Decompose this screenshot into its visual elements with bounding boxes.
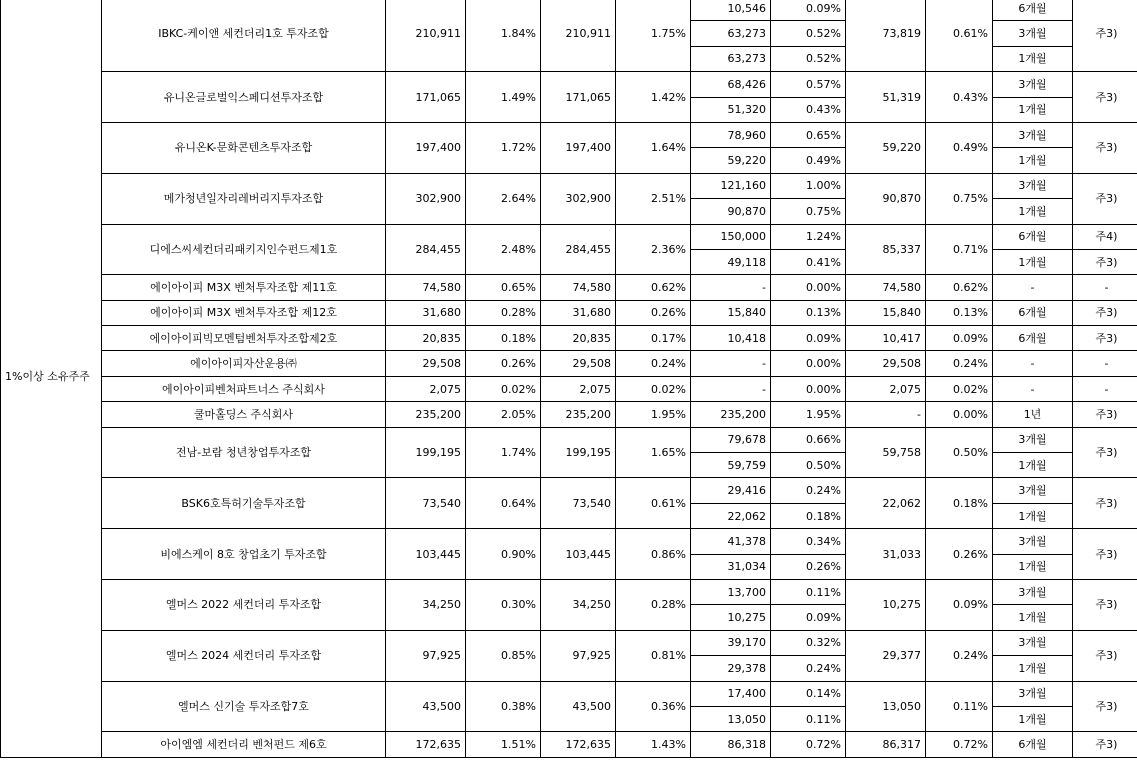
shares-after-cell: 34,250: [541, 579, 616, 630]
ratio-after-cell: 1.42%: [616, 72, 691, 123]
tradable-ratio-cell: 0.50%: [926, 427, 993, 478]
ratio-after-cell: 1.75%: [616, 0, 691, 72]
ratio-before-cell: 0.30%: [466, 579, 541, 630]
table-row: [1, 300, 1137, 325]
ratio-before-cell: 1.72%: [466, 122, 541, 173]
lockup-period-cell: 6개월: [993, 224, 1073, 249]
lockup-shares-cell: 17,400: [691, 681, 771, 706]
ratio-before-cell: 1.51%: [466, 732, 541, 757]
ratio-before-cell: 1.74%: [466, 427, 541, 478]
table-row: [1, 630, 1137, 655]
tradable-ratio-cell: 0.49%: [926, 122, 993, 173]
lockup-shares-cell: 51,320: [691, 97, 771, 122]
lockup-shares-cell: 31,034: [691, 554, 771, 579]
table-row: [1, 224, 1137, 249]
lockup-period-cell: 6개월: [993, 0, 1073, 21]
ratio-after-cell: 0.81%: [616, 630, 691, 681]
tradable-ratio-cell: 0.02%: [926, 376, 993, 401]
ratio-before-cell: 0.65%: [466, 275, 541, 300]
ratio-before-cell: 1.84%: [466, 0, 541, 72]
lockup-shares-cell: 13,700: [691, 579, 771, 604]
shareholder-name-cell: 에이아이피 M3X 벤처투자조합 제11호: [102, 275, 386, 300]
lockup-period-cell: 3개월: [993, 681, 1073, 706]
ratio-after-cell: 0.02%: [616, 376, 691, 401]
shareholder-name-cell: 에이아이피벤처파트너스 주식회사: [102, 376, 386, 401]
tradable-ratio-cell: 0.24%: [926, 630, 993, 681]
lockup-ratio-cell: 0.24%: [771, 478, 846, 503]
lockup-ratio-cell: 0.13%: [771, 300, 846, 325]
lockup-ratio-cell: 0.00%: [771, 376, 846, 401]
tradable-shares-cell: 13,050: [846, 681, 926, 732]
ratio-after-cell: 0.26%: [616, 300, 691, 325]
ratio-before-cell: 0.02%: [466, 376, 541, 401]
note-cell: 주3): [1073, 173, 1137, 224]
shares-after-cell: 199,195: [541, 427, 616, 478]
lockup-shares-cell: 121,160: [691, 173, 771, 198]
tradable-shares-cell: 59,758: [846, 427, 926, 478]
ratio-before-cell: 0.85%: [466, 630, 541, 681]
tradable-shares-cell: 51,319: [846, 72, 926, 123]
lockup-period-cell: 1개월: [993, 249, 1073, 274]
shares-before-cell: 29,508: [386, 351, 466, 376]
lockup-period-cell: 1개월: [993, 97, 1073, 122]
note-cell: 주3): [1073, 326, 1137, 351]
ratio-before-cell: 0.90%: [466, 529, 541, 580]
lockup-period-cell: 3개월: [993, 630, 1073, 655]
tradable-shares-cell: 15,840: [846, 300, 926, 325]
lockup-period-cell: 3개월: [993, 427, 1073, 452]
lockup-period-cell: 1개월: [993, 453, 1073, 478]
note-cell: 주3): [1073, 402, 1137, 427]
note-cell: 주3): [1073, 122, 1137, 173]
ratio-after-cell: 0.24%: [616, 351, 691, 376]
ratio-before-cell: 0.18%: [466, 326, 541, 351]
tradable-ratio-cell: 0.00%: [926, 402, 993, 427]
tradable-ratio-cell: 0.71%: [926, 224, 993, 275]
tradable-ratio-cell: 0.11%: [926, 681, 993, 732]
tradable-ratio-cell: 0.43%: [926, 72, 993, 123]
shares-after-cell: 29,508: [541, 351, 616, 376]
lockup-shares-cell: 49,118: [691, 249, 771, 274]
note-cell: 주3): [1073, 630, 1137, 681]
tradable-shares-cell: 10,275: [846, 579, 926, 630]
lockup-ratio-cell: 0.26%: [771, 554, 846, 579]
ratio-after-cell: 1.43%: [616, 732, 691, 757]
tradable-shares-cell: 73,819: [846, 0, 926, 72]
table-row: [1, 427, 1137, 452]
lockup-shares-cell: 39,170: [691, 630, 771, 655]
lockup-period-cell: 1개월: [993, 148, 1073, 173]
shares-after-cell: 2,075: [541, 376, 616, 401]
shares-before-cell: 210,911: [386, 0, 466, 72]
shareholder-name-cell: BSK6호특허기술투자조합: [102, 478, 386, 529]
lockup-shares-cell: 15,840: [691, 300, 771, 325]
shareholder-name-cell: 엘머스 2024 세컨더리 투자조합: [102, 630, 386, 681]
lockup-ratio-cell: 0.41%: [771, 249, 846, 274]
lockup-ratio-cell: 0.72%: [771, 732, 846, 757]
shareholder-name-cell: 에이아이피빅모멘텀벤처투자조합제2호: [102, 326, 386, 351]
lockup-period-cell: 1개월: [993, 706, 1073, 731]
table-row: [1, 402, 1137, 427]
lockup-ratio-cell: 0.09%: [771, 605, 846, 630]
lockup-period-cell: 3개월: [993, 72, 1073, 97]
ratio-before-cell: 0.64%: [466, 478, 541, 529]
shares-before-cell: 43,500: [386, 681, 466, 732]
lockup-shares-cell: 41,378: [691, 529, 771, 554]
lockup-shares-cell: 63,273: [691, 21, 771, 46]
table-row: [1, 326, 1137, 351]
tradable-shares-cell: 85,337: [846, 224, 926, 275]
lockup-shares-cell: 29,416: [691, 478, 771, 503]
lockup-period-cell: 1년: [993, 402, 1073, 427]
table-row: [1, 351, 1137, 376]
table-row: [1, 275, 1137, 300]
note-cell: 주3): [1073, 732, 1137, 757]
note-cell: 주3): [1073, 529, 1137, 580]
shares-before-cell: 2,075: [386, 376, 466, 401]
tradable-shares-cell: 86,317: [846, 732, 926, 757]
table-row: [1, 72, 1137, 97]
lockup-period-cell: 6개월: [993, 300, 1073, 325]
lockup-period-cell: 3개월: [993, 173, 1073, 198]
shareholder-name-cell: 에이아이피 M3X 벤처투자조합 제12호: [102, 300, 386, 325]
ratio-before-cell: 0.38%: [466, 681, 541, 732]
lockup-ratio-cell: 0.09%: [771, 326, 846, 351]
tradable-ratio-cell: 0.24%: [926, 351, 993, 376]
lockup-period-cell: 3개월: [993, 122, 1073, 147]
lockup-ratio-cell: 0.18%: [771, 503, 846, 528]
shareholder-name-cell: 엘머스 신기술 투자조합7호: [102, 681, 386, 732]
shares-after-cell: 97,925: [541, 630, 616, 681]
shares-before-cell: 73,540: [386, 478, 466, 529]
lockup-shares-cell: 150,000: [691, 224, 771, 249]
ratio-before-cell: 2.05%: [466, 402, 541, 427]
lockup-shares-cell: 22,062: [691, 503, 771, 528]
lockup-ratio-cell: 0.43%: [771, 97, 846, 122]
lockup-shares-cell: -: [691, 275, 771, 300]
shares-before-cell: 31,680: [386, 300, 466, 325]
note-cell: 주3): [1073, 681, 1137, 732]
table-body: [1, 0, 1137, 757]
lockup-period-cell: 1개월: [993, 554, 1073, 579]
lockup-ratio-cell: 0.57%: [771, 72, 846, 97]
lockup-period-cell: -: [993, 376, 1073, 401]
lockup-period-cell: 1개월: [993, 46, 1073, 71]
tradable-shares-cell: 59,220: [846, 122, 926, 173]
lockup-shares-cell: 235,200: [691, 402, 771, 427]
shares-after-cell: 284,455: [541, 224, 616, 275]
shares-after-cell: 302,900: [541, 173, 616, 224]
lockup-ratio-cell: 0.32%: [771, 630, 846, 655]
lockup-shares-cell: 10,418: [691, 326, 771, 351]
tradable-ratio-cell: 0.09%: [926, 326, 993, 351]
lockup-ratio-cell: 0.52%: [771, 46, 846, 71]
lockup-ratio-cell: 0.11%: [771, 579, 846, 604]
table-row: [1, 478, 1137, 503]
tradable-ratio-cell: 0.75%: [926, 173, 993, 224]
note-cell: 주3): [1073, 300, 1137, 325]
shares-after-cell: 197,400: [541, 122, 616, 173]
note-cell: 주4): [1073, 224, 1137, 249]
lockup-period-cell: 1개월: [993, 656, 1073, 681]
table-row: [1, 732, 1137, 757]
tradable-shares-cell: 90,870: [846, 173, 926, 224]
shares-before-cell: 20,835: [386, 326, 466, 351]
tradable-shares-cell: 22,062: [846, 478, 926, 529]
lockup-ratio-cell: 1.00%: [771, 173, 846, 198]
shares-before-cell: 172,635: [386, 732, 466, 757]
ratio-after-cell: 1.65%: [616, 427, 691, 478]
table-row: [1, 0, 1137, 21]
ratio-after-cell: 0.61%: [616, 478, 691, 529]
shares-before-cell: 103,445: [386, 529, 466, 580]
lockup-period-cell: 6개월: [993, 732, 1073, 757]
note-cell: -: [1073, 275, 1137, 300]
shares-after-cell: 73,540: [541, 478, 616, 529]
lockup-ratio-cell: 0.09%: [771, 0, 846, 21]
shares-after-cell: 210,911: [541, 0, 616, 72]
tradable-ratio-cell: 0.26%: [926, 529, 993, 580]
ratio-before-cell: 2.64%: [466, 173, 541, 224]
ratio-after-cell: 0.17%: [616, 326, 691, 351]
tradable-ratio-cell: 0.62%: [926, 275, 993, 300]
note-cell: 주3): [1073, 579, 1137, 630]
lockup-shares-cell: 59,220: [691, 148, 771, 173]
ratio-after-cell: 0.28%: [616, 579, 691, 630]
lockup-shares-cell: 10,546: [691, 0, 771, 21]
shares-after-cell: 74,580: [541, 275, 616, 300]
ratio-after-cell: 2.36%: [616, 224, 691, 275]
shareholder-name-cell: 전남-보람 청년창업투자조합: [102, 427, 386, 478]
shareholder-name-cell: 쿨마홀딩스 주식회사: [102, 402, 386, 427]
lockup-shares-cell: 68,426: [691, 72, 771, 97]
lockup-period-cell: -: [993, 275, 1073, 300]
ratio-after-cell: 1.95%: [616, 402, 691, 427]
ratio-before-cell: 1.49%: [466, 72, 541, 123]
lockup-shares-cell: 13,050: [691, 706, 771, 731]
shareholder-name-cell: 에이아이피자산운용㈜: [102, 351, 386, 376]
shares-before-cell: 74,580: [386, 275, 466, 300]
lockup-ratio-cell: 0.66%: [771, 427, 846, 452]
shares-after-cell: 171,065: [541, 72, 616, 123]
shares-before-cell: 97,925: [386, 630, 466, 681]
tradable-shares-cell: 31,033: [846, 529, 926, 580]
lockup-period-cell: 1개월: [993, 605, 1073, 630]
shareholder-name-cell: 비에스케이 8호 창업초기 투자조합: [102, 529, 386, 580]
tradable-shares-cell: 29,377: [846, 630, 926, 681]
shareholder-name-cell: 디에스씨세컨더리패키지인수펀드제1호: [102, 224, 386, 275]
lockup-ratio-cell: 0.75%: [771, 199, 846, 224]
tradable-shares-cell: 74,580: [846, 275, 926, 300]
tradable-shares-cell: 2,075: [846, 376, 926, 401]
lockup-ratio-cell: 0.14%: [771, 681, 846, 706]
shares-before-cell: 284,455: [386, 224, 466, 275]
lockup-ratio-cell: 0.34%: [771, 529, 846, 554]
lockup-period-cell: 6개월: [993, 326, 1073, 351]
table-row: [1, 579, 1137, 604]
note-cell: 주3): [1073, 427, 1137, 478]
lockup-shares-cell: 78,960: [691, 122, 771, 147]
shares-before-cell: 235,200: [386, 402, 466, 427]
tradable-shares-cell: -: [846, 402, 926, 427]
lockup-shares-cell: -: [691, 376, 771, 401]
table-row: [1, 122, 1137, 147]
lockup-ratio-cell: 0.65%: [771, 122, 846, 147]
tradable-ratio-cell: 0.72%: [926, 732, 993, 757]
shareholder-name-cell: 아이엠엠 세컨더리 벤처펀드 제6호: [102, 732, 386, 757]
ratio-after-cell: 0.86%: [616, 529, 691, 580]
lockup-period-cell: 1개월: [993, 199, 1073, 224]
lockup-shares-cell: 86,318: [691, 732, 771, 757]
lockup-ratio-cell: 0.50%: [771, 453, 846, 478]
lockup-ratio-cell: 1.24%: [771, 224, 846, 249]
shares-before-cell: 199,195: [386, 427, 466, 478]
table-row: [1, 681, 1137, 706]
lockup-ratio-cell: 0.11%: [771, 706, 846, 731]
lockup-period-cell: 3개월: [993, 478, 1073, 503]
lockup-ratio-cell: 0.24%: [771, 656, 846, 681]
tradable-ratio-cell: 0.09%: [926, 579, 993, 630]
ratio-before-cell: 2.48%: [466, 224, 541, 275]
shares-before-cell: 171,065: [386, 72, 466, 123]
lockup-ratio-cell: 0.52%: [771, 21, 846, 46]
shareholder-category-cell: 1%이상 소유주주: [1, 0, 102, 757]
ratio-before-cell: 0.26%: [466, 351, 541, 376]
shares-before-cell: 197,400: [386, 122, 466, 173]
shares-after-cell: 43,500: [541, 681, 616, 732]
note-cell: 주3): [1073, 0, 1137, 72]
lockup-shares-cell: 90,870: [691, 199, 771, 224]
shares-before-cell: 302,900: [386, 173, 466, 224]
shareholder-name-cell: 유니온K-문화콘텐츠투자조합: [102, 122, 386, 173]
lockup-ratio-cell: 0.00%: [771, 351, 846, 376]
shareholder-name-cell: 엘머스 2022 세컨더리 투자조합: [102, 579, 386, 630]
shares-after-cell: 103,445: [541, 529, 616, 580]
lockup-period-cell: -: [993, 351, 1073, 376]
shares-after-cell: 31,680: [541, 300, 616, 325]
lockup-ratio-cell: 0.49%: [771, 148, 846, 173]
shares-before-cell: 34,250: [386, 579, 466, 630]
tradable-shares-cell: 29,508: [846, 351, 926, 376]
table-row: [1, 376, 1137, 401]
tradable-shares-cell: 10,417: [846, 326, 926, 351]
note-cell: -: [1073, 351, 1137, 376]
lockup-ratio-cell: 0.00%: [771, 275, 846, 300]
shareholder-name-cell: IBKC-케이앤 세컨더리1호 투자조합: [102, 0, 386, 72]
ratio-after-cell: 0.36%: [616, 681, 691, 732]
note-cell: -: [1073, 376, 1137, 401]
lockup-shares-cell: 63,273: [691, 46, 771, 71]
lockup-period-cell: 3개월: [993, 529, 1073, 554]
lockup-shares-cell: 79,678: [691, 427, 771, 452]
shares-after-cell: 235,200: [541, 402, 616, 427]
note-cell: 주3): [1073, 249, 1137, 274]
lockup-shares-cell: -: [691, 351, 771, 376]
tradable-ratio-cell: 0.18%: [926, 478, 993, 529]
tradable-ratio-cell: 0.61%: [926, 0, 993, 72]
lockup-shares-cell: 29,378: [691, 656, 771, 681]
shares-after-cell: 172,635: [541, 732, 616, 757]
lockup-ratio-cell: 1.95%: [771, 402, 846, 427]
shares-after-cell: 20,835: [541, 326, 616, 351]
table-row: [1, 529, 1137, 554]
shareholder-name-cell: 유니온글로벌익스페디션투자조합: [102, 72, 386, 123]
shareholder-name-cell: 메가청년일자리레버리지투자조합: [102, 173, 386, 224]
tradable-ratio-cell: 0.13%: [926, 300, 993, 325]
lockup-period-cell: 3개월: [993, 21, 1073, 46]
ratio-after-cell: 2.51%: [616, 173, 691, 224]
lockup-shares-cell: 10,275: [691, 605, 771, 630]
note-cell: 주3): [1073, 72, 1137, 123]
ratio-before-cell: 0.28%: [466, 300, 541, 325]
lockup-shares-cell: 59,759: [691, 453, 771, 478]
lockup-period-cell: 3개월: [993, 579, 1073, 604]
table-row: [1, 173, 1137, 198]
ratio-after-cell: 1.64%: [616, 122, 691, 173]
ratio-after-cell: 0.62%: [616, 275, 691, 300]
note-cell: 주3): [1073, 478, 1137, 529]
lockup-period-cell: 1개월: [993, 503, 1073, 528]
